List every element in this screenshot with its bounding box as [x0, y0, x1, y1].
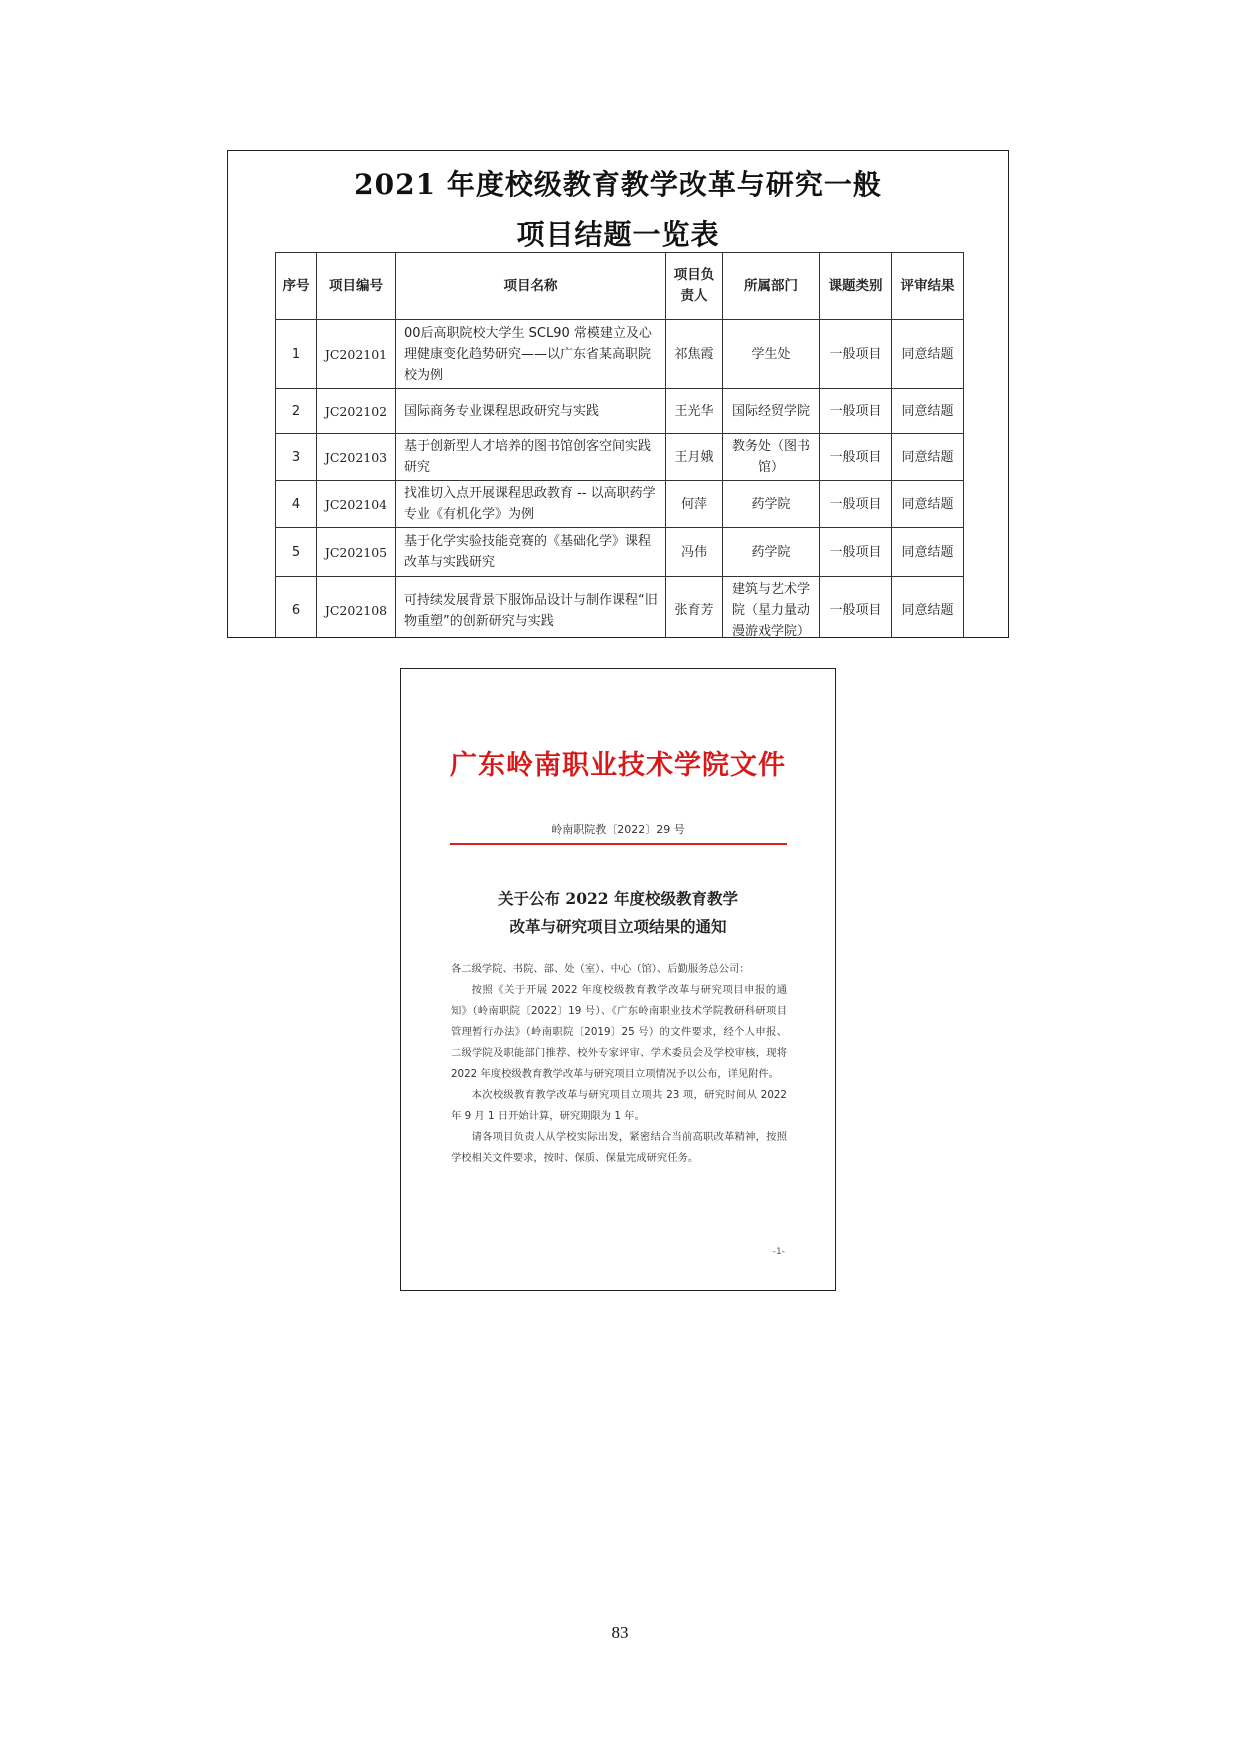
cell-code: JC202101 [317, 320, 396, 389]
cell-category: 一般项目 [820, 577, 892, 639]
cell-dept: 教务处（图书馆） [723, 434, 820, 481]
cell-category: 一般项目 [820, 528, 892, 577]
header-leader: 项目负责人 [666, 253, 723, 320]
header-no: 序号 [276, 253, 317, 320]
cell-code: JC202102 [317, 389, 396, 434]
table-header-row [276, 253, 964, 320]
cell-leader: 王光华 [666, 389, 723, 434]
cell-name: 可持续发展背景下服饰品设计与制作课程“旧物重塑”的创新研究与实践 [396, 577, 666, 639]
table-figure [227, 150, 1009, 638]
document-paragraph-3: 请各项目负责人从学校实际出发，紧密结合当前高职改革精神，按照学校相关文件要求，按时、保质、保量完成研究任务。 [451, 1131, 787, 1164]
cell-leader: 何萍 [666, 481, 723, 528]
cell-name: 基于创新型人才培养的图书馆创客空间实践研究 [396, 434, 666, 481]
cell-result: 同意结题 [892, 434, 964, 481]
document-figure [400, 668, 836, 1291]
page-number: 83 [611, 1623, 629, 1642]
cell-category: 一般项目 [820, 434, 892, 481]
table-row [276, 389, 964, 434]
cell-dept: 国际经贸学院 [723, 389, 820, 434]
header-name: 项目名称 [396, 253, 666, 320]
cell-dept: 药学院 [723, 481, 820, 528]
cell-result: 同意结题 [892, 481, 964, 528]
table-row [276, 320, 964, 389]
cell-dept: 学生处 [723, 320, 820, 389]
document-paragraph-1: 按照《关于开展 2022 年度校级教育教学改革与研究项目申报的通知》（岭南职院〔2022〕19 号）、《广东岭南职业技术学院教研科研项目管理暂行办法》（岭南职院〔2019〕25 号）的文件要求，经个人申报、二级学院及职能部门推荐、校外专家评审、学术委员会及学校审核，现将 2022 年度校级教育教学改革与研究项目立项情况予以公布，详见附件。 [451, 984, 787, 1080]
cell-result: 同意结题 [892, 389, 964, 434]
cell-code: JC202104 [317, 481, 396, 528]
table-row [276, 434, 964, 481]
cell-leader: 张育芳 [666, 577, 723, 639]
cell-no: 4 [276, 481, 317, 528]
cell-leader: 祁焦霞 [666, 320, 723, 389]
document-title-line2: 改革与研究项目立项结果的通知 [509, 917, 727, 936]
cell-code: JC202103 [317, 434, 396, 481]
cell-code: JC202105 [317, 528, 396, 577]
red-divider [450, 843, 787, 845]
document-title-line1: 关于公布 2022 年度校级教育教学 [498, 889, 738, 908]
cell-result: 同意结题 [892, 577, 964, 639]
document-page-mark: -1- [772, 1247, 785, 1257]
cell-name: 基于化学实验技能竞赛的《基础化学》课程改革与实践研究 [396, 528, 666, 577]
cell-name: 找准切入点开展课程思政教育 -- 以高职药学专业《有机化学》为例 [396, 481, 666, 528]
table-title-line1: 2021 年度校级教育教学改革与研究一般 [354, 168, 882, 201]
cell-no: 2 [276, 389, 317, 434]
cell-dept: 建筑与艺术学院（星力量动漫游戏学院） [723, 577, 820, 639]
header-code: 项目编号 [317, 253, 396, 320]
table-title-line2: 项目结题一览表 [516, 218, 720, 251]
project-table [275, 252, 964, 638]
cell-no: 3 [276, 434, 317, 481]
document-addressee: 各二级学院、书院、部、处（室）、中心（馆）、后勤服务总公司： [451, 963, 750, 975]
cell-no: 6 [276, 577, 317, 639]
header-category: 课题类别 [820, 253, 892, 320]
document-paragraph-2: 本次校级教育教学改革与研究项目立项共 23 项，研究时间从 2022 年 9 月 1 日开始计算，研究期限为 1 年。 [451, 1089, 787, 1122]
document-org-heading: 广东岭南职业技术学院文件 [450, 750, 786, 781]
cell-dept: 药学院 [723, 528, 820, 577]
cell-result: 同意结题 [892, 528, 964, 577]
cell-name: 00后高职院校大学生 SCL90 常模建立及心理健康变化趋势研究——以广东省某高职院校为例 [396, 320, 666, 389]
cell-category: 一般项目 [820, 389, 892, 434]
document-number: 岭南职院教〔2022〕29 号 [551, 823, 685, 836]
table-row [276, 528, 964, 577]
cell-no: 1 [276, 320, 317, 389]
table-row [276, 577, 964, 639]
cell-category: 一般项目 [820, 320, 892, 389]
cell-name: 国际商务专业课程思政研究与实践 [396, 389, 666, 434]
header-result: 评审结果 [892, 253, 964, 320]
table-row [276, 481, 964, 528]
document-body [451, 959, 787, 1169]
cell-code: JC202108 [317, 577, 396, 639]
cell-result: 同意结题 [892, 320, 964, 389]
header-dept: 所属部门 [723, 253, 820, 320]
cell-category: 一般项目 [820, 481, 892, 528]
cell-leader: 冯伟 [666, 528, 723, 577]
cell-no: 5 [276, 528, 317, 577]
cell-leader: 王月娥 [666, 434, 723, 481]
